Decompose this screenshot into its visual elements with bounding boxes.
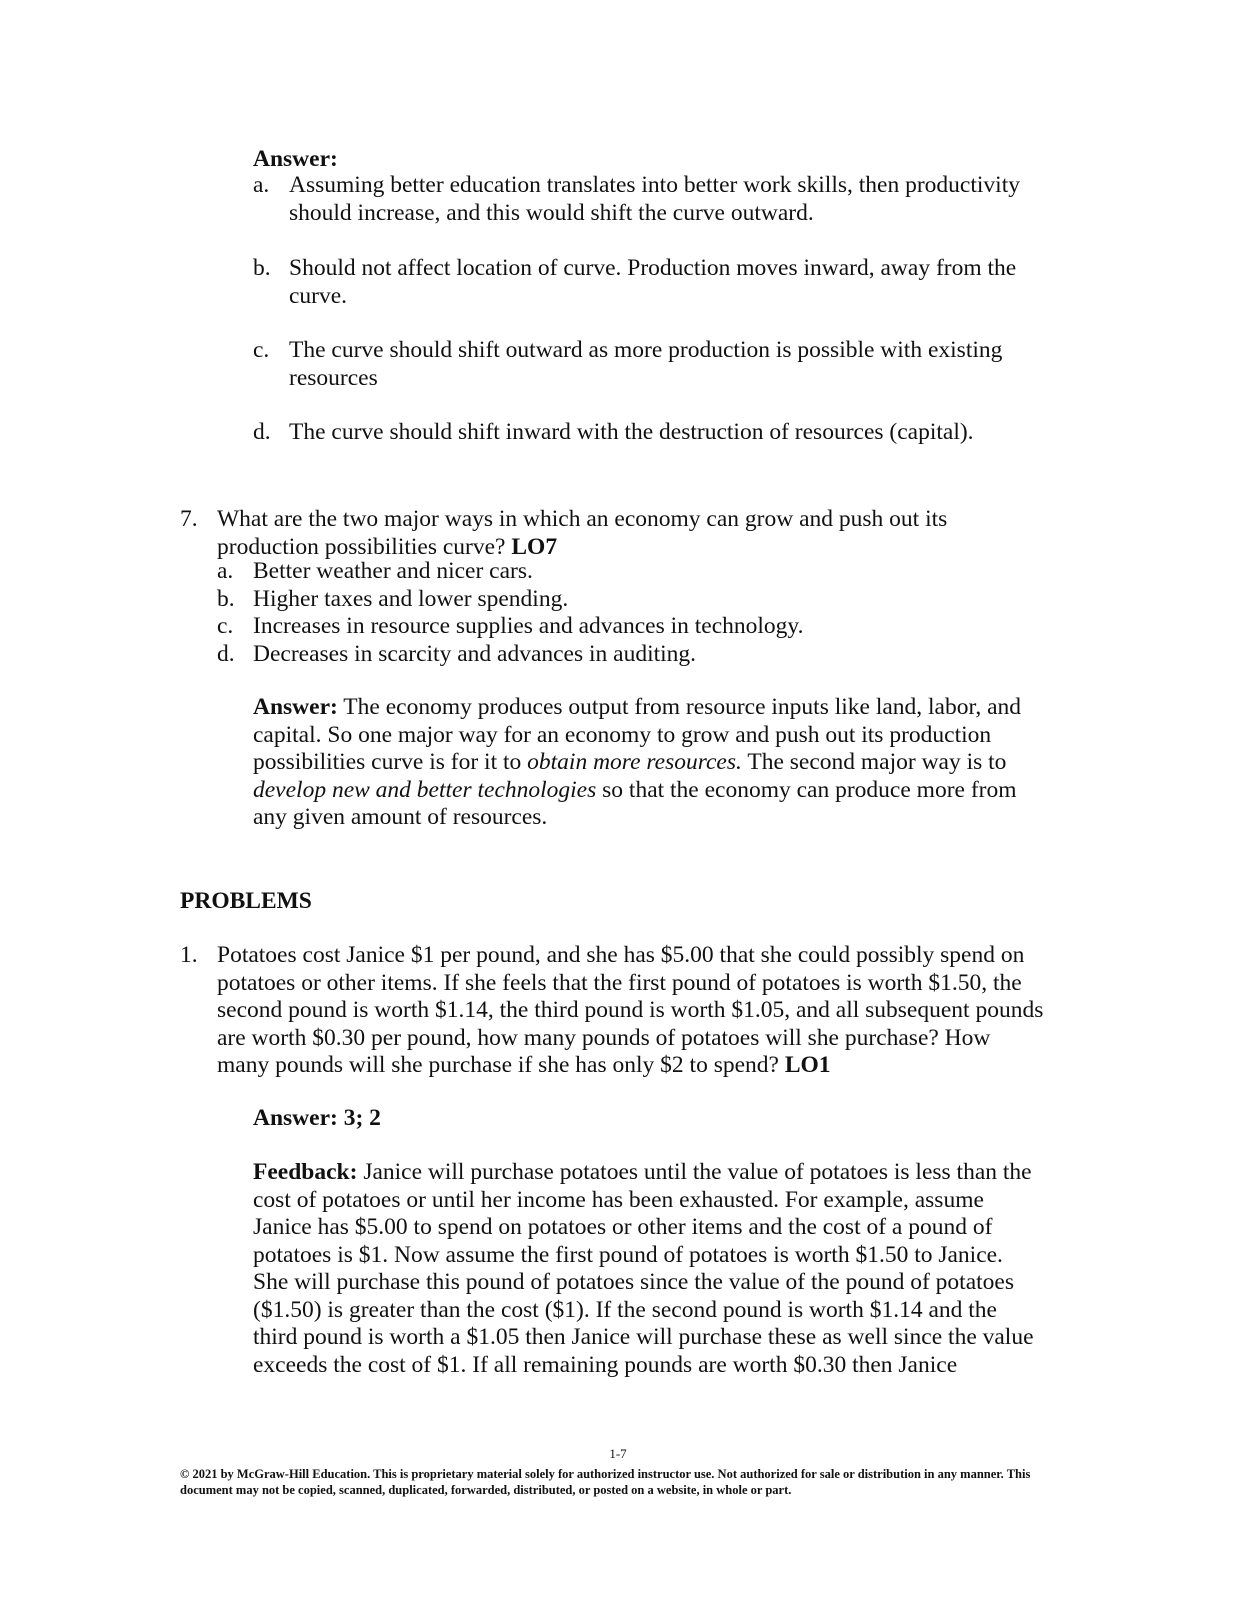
copyright-notice: © 2021 by McGraw-Hill Education. This is proprietary material solely for authorized instructor use. Not authorized for sale or distribution in any manner. This document may not be copied, scanned, duplicated, forwarded, distributed, or posted on a website, in whole or part. [180, 1467, 1031, 1497]
answer-item-d [253, 419, 1034, 447]
answer-emphasis: obtain more resources. [527, 749, 742, 775]
option-c [217, 613, 804, 641]
question-7-answer [253, 694, 1043, 832]
answer-item-letter: c. [253, 337, 270, 363]
page-number: 1-7 [609, 1446, 627, 1461]
option-text: Better weather and nicer cars. [253, 558, 533, 584]
option-letter: a. [217, 558, 234, 584]
problem-1-feedback [253, 1159, 1043, 1379]
problem-1 [180, 942, 1050, 1080]
problem-body: Potatoes cost Janice $1 per pound, and she has $5.00 that she could possibly spend on potatoes or other items. If she feels that the first pound of potatoes is worth $1.50, the second pound is worth $1.14, the third pound is worth $1.05, and all subsequent pounds are worth $0.30 per pound, how many pounds of potatoes will she purchase? How many pounds will she purchase if she has only $2 to spend? [217, 942, 1044, 1078]
option-b [217, 586, 568, 614]
answer-item-text: The curve should shift inward with the destruction of resources (capital). [289, 419, 974, 445]
option-text: Increases in resource supplies and advances in technology. [253, 613, 804, 639]
answer-item-letter: d. [253, 419, 271, 445]
answer-label: Answer: [253, 146, 338, 172]
answer-text: The second major way is to [747, 749, 1007, 775]
option-letter: d. [217, 641, 235, 667]
option-d [217, 641, 696, 669]
section-heading: PROBLEMS [180, 888, 312, 914]
option-letter: b. [217, 586, 235, 612]
question-number: 7. [180, 506, 198, 532]
answer-item-letter: b. [253, 255, 271, 281]
answer-label: Answer: [253, 694, 338, 720]
answer-item-text: Should not affect location of curve. Production moves inward, away from the curve. [289, 255, 1017, 309]
option-a [217, 558, 533, 586]
learning-objective: LO7 [511, 533, 558, 560]
answer-item-b [253, 255, 1034, 310]
answer-text: The economy produces output from resource inputs like land, labor, and capital. So one major way for an economy to grow and push out its production possibilities curve is for it to [253, 694, 1022, 775]
feedback-text: Janice will purchase potatoes until the value of potatoes is less than the cost of potatoes or until her income has been exhausted. For example, assume Janice has $5.00 to spend on potatoes or other items and the cost of a pound of potatoes is $1. Now assume the first pound of potatoes is worth $1.50 to Janice. She will purchase this pound of potatoes since the value of the pound of potatoes ($1.50) is greater than the cost ($1). If the second pound is worth $1.14 and the third pound is worth a $1.05 then Janice will purchase these as well since the value exceeds the cost of $1. If all remaining pounds are worth $0.30 then Janice [253, 1159, 1034, 1378]
answer-item-text: The curve should shift outward as more production is possible with existing resources [289, 337, 1003, 391]
answer-emphasis: develop new and better technologies [253, 776, 597, 803]
answer-item-text: Assuming better education translates into better work skills, then productivity should increase, and this would shift the curve outward. [289, 172, 1020, 226]
answer-text: so that the economy can produce more from any given amount of resources. [253, 776, 1017, 830]
question-7 [180, 506, 1040, 561]
problem-1-answer: Answer: 3; 2 [253, 1105, 381, 1131]
option-text: Decreases in scarcity and advances in auditing. [253, 641, 697, 667]
answer-item-c [253, 337, 1034, 392]
learning-objective: LO1 [784, 1052, 831, 1078]
answer-item-letter: a. [253, 172, 270, 198]
question-body: What are the two major ways in which an economy can grow and push out its production possibilities curve? [217, 506, 948, 560]
problem-number: 1. [180, 942, 198, 968]
question-text [217, 506, 1027, 561]
problem-text [217, 942, 1047, 1080]
option-text: Higher taxes and lower spending. [253, 586, 569, 612]
answer-item-a [253, 172, 1034, 227]
feedback-label: Feedback: [253, 1159, 358, 1185]
option-letter: c. [217, 613, 234, 639]
